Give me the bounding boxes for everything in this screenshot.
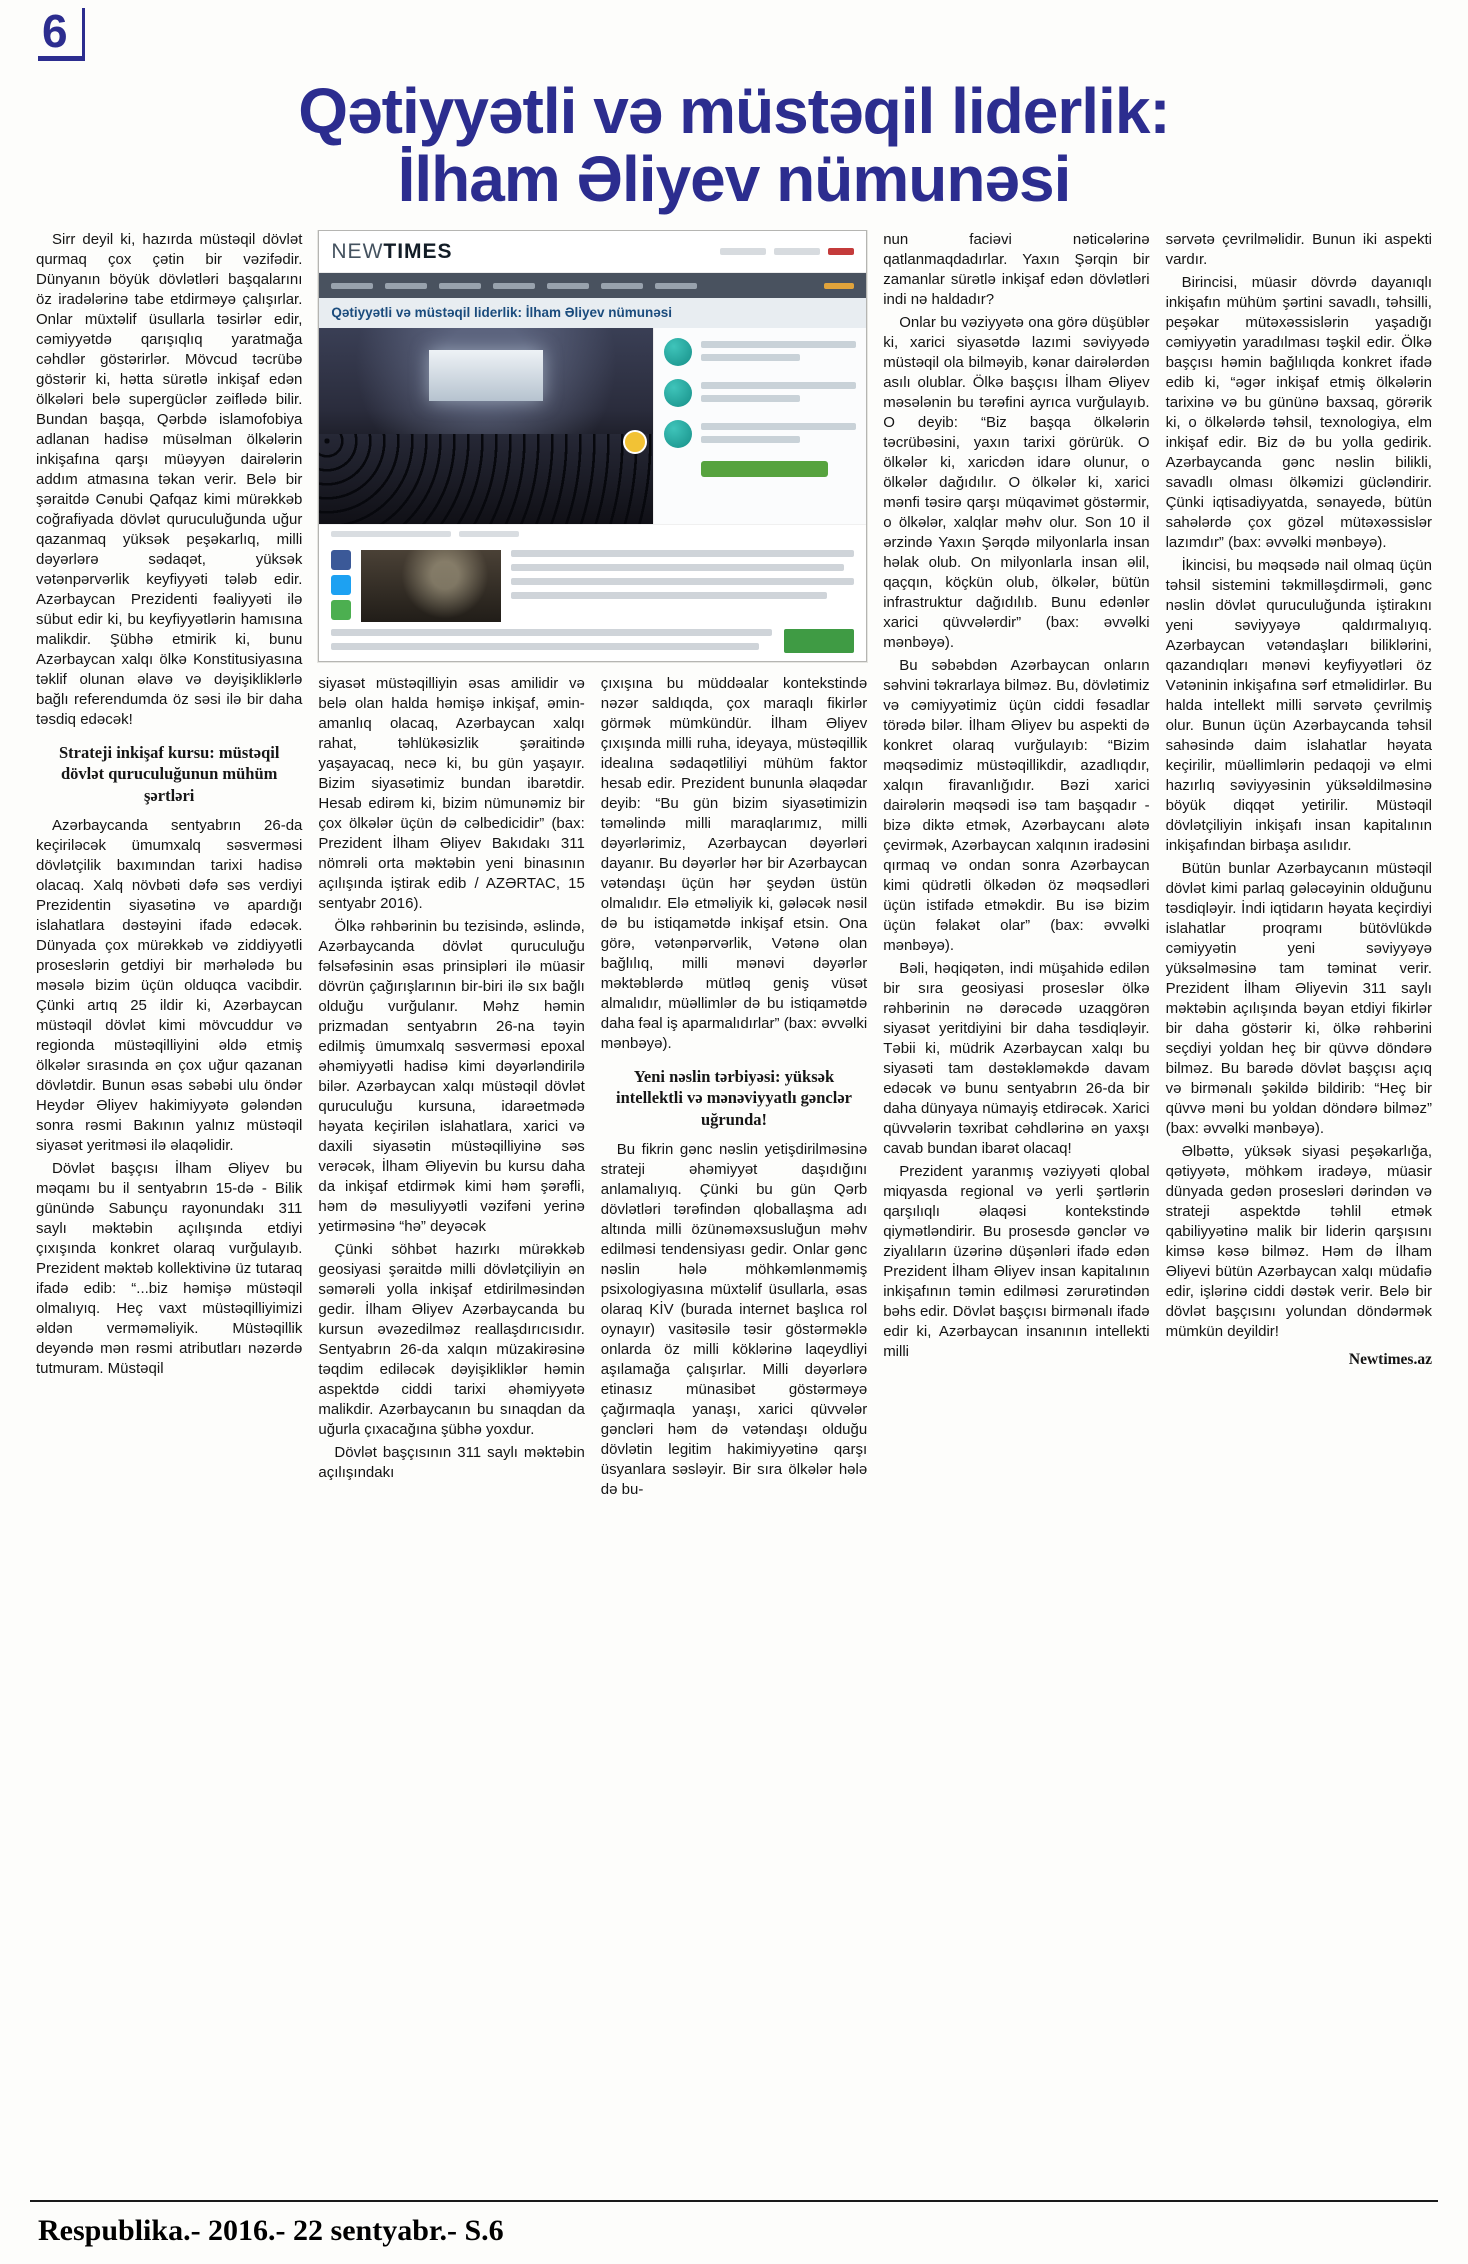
header-link-placeholder (720, 248, 766, 255)
site-navbar (319, 273, 866, 298)
nav-item-placeholder (331, 283, 373, 289)
article-body-placeholder (319, 542, 866, 627)
paragraph: çıxışına bu müddəalar kontekstində nəzər saldıqda, çox maraqlı fikirlər görmək mümkündür. İlham Əliyev çıxışında milli ruha, ideyaya, müstəqillik idealına sədaqətliliyi mühüm faktor hesab edir. Prezident bununla əlaqədar deyib: “Bu gün bizim siyasətimizin təməlində milli maraqlarımız, milli dəyərlərimiz, Azərbaycan dəyərləri dayanır. Bu dəyərlər hər bir Azərbaycan vətəndaşı üçün hər şeydən üstün olmalıdır. Elə etməliyik ki, gələcək nəsil də bu istiqamətdə inkişaf etsin. Ona görə, vətənpərvərlik, Vətənə olan bağlılıq, milli mənəvi dəyərlər məktəblərdə mütləq geniş vüsət almalıdır, müəllimlər də bu istiqamətdə daha fəal iş aparmalıdırlar” (bax: əvvəlki mənbəyə). (600, 675, 868, 1052)
paragraph: Azərbaycanda sentyabrın 26-da keçiriləcək ümumxalq səsverməsi dövlətçilik baxımından tarixi hadisə olacaq. Xalq növbəti dəfə səs verdiyi Prezidentin siyasətinə və apardığı islahatlara dəstəyini ifadə edəcək. Dünyada çox mürəkkəb və ziddiyyətli proseslərin getdiyi bir mərhələdə bu məsələ bizim üçün olduqca vacibdir. Çünki artıq 25 ildir ki, Azərbaycan müstəqil dövlət kimi mövcuddur və regionda müstəqilliyini əldə etmiş ölkələr sırasında ən çox uğur qazanan dövlətdir. Bunun əsas səbəbi ulu öndər Heydər Əliyev hakimiyyətə gələndən sonra rəsmi Bakının yalnız müstəqil siyasət yeritməsi ilə əlaqəlidir. (36, 817, 303, 1155)
sidebar-widget (664, 379, 856, 408)
masthead (0, 0, 1468, 230)
stage-screen (429, 350, 542, 401)
headline-line-1: Qətiyyətli və müstəqil liderlik: (298, 75, 1170, 147)
paragraph: Ölkə rəhbərinin bu tezisində, əslində, Azərbaycanda dövlət quruculuğu fəlsəfəsinin əsas prinsipləri ilə müasir dövrün çağırışlarının bir-biri ilə sıx bağlı olduğu vurğulanır. Məhz həmin prizmadan sentyabrın 26-na təyin edilmiş ümumxalq səsverməsi epoxal əhəmiyyətli hadisə kimi dəyərləndirilə bilər. Azərbaycan xalqı müstəqil dövlət quruculuğu kursuna, idarəetmədə həyata keçirilən islahatlara, xarici və daxili siyasətin müstəqilliyinə səs verəcək, İlham Əliyevin bu kursu daha da inkişaf etdirmək kimi həm şərəfli, həm də məsuliyyətli vəzifəni yerinə yetirməsinə “hə” deyəcək (318, 918, 585, 1235)
nav-item-placeholder (601, 283, 643, 289)
banner-placeholder (784, 629, 854, 653)
round-badge-icon (623, 430, 647, 454)
paragraph: Dövlət başçısının 311 saylı məktəbin açılışındakı (318, 1444, 585, 1481)
article-headline (0, 75, 1468, 215)
section-subheading: Yeni nəslin tərbiyəsi: yüksək intellektli və mənəviyyatlı gənclər uğrunda! (616, 1067, 852, 1129)
nav-item-placeholder (439, 283, 481, 289)
paragraph: Sirr deyil ki, hazırda müstəqil dövlət qurmaq çox çətin bir vəzifədir. Dünyanın böyük dövlətləri başqalarını öz iradələrinə tabe etdirməyə çalışırlar. Onlar müxtəlif üsullarla təsirlər edir, cəmiyyətdə qarışıqlıq yaratmağa cəhdlər göstərirlər. Mövcud təcrübə göstərir ki, hətta sürətlə inkişaf edən ölkələri belə supergüclər zəiflədə bilir. Bundan başqa, Qərbdə islamofobiya adlanan hadisə müsəlman ölkələrin inkişafına qarşı müəyyən dairələrin addım atmasına təkan verir. Belə bir şəraitdə Cənubi Qafqaz kimi mürəkkəb coğrafiyada dövlət quruculuğunda uğur qazanmaq yüksək peşəkarlıq, milli dəyərlərə sədaqət, yüksək vətənpərvərlik keyfiyyəti tələb edir. Azərbaycan Prezidenti fəaliyyəti ilə sübut edir ki, bu keyfiyyətlərin hamısına malikdir. Şübhə etmirik ki, bunu Azərbaycan xalqı ölkə Konstitusiyasına təklif olunan əlavə və dəyişikliklərlə bağlı referendumda öz səsi ilə bir daha təsdiq edəcək! (36, 231, 303, 728)
paragraph: siyasət müstəqilliyin əsas amilidir və belə olan halda həmişə inkişaf, əmin-amanlıq olacaq, Azərbaycan xalqı rahat, təhlükəsizlik şəraitində yaşayacaq, necə ki, bu gün yaşayır. Bizim siyasətimiz bundan ibarətdir. Hesab edirəm ki, bizim nümunəmiz bir çox ölkələr üçün də cəlbedicidir” (bax: Prezident İlham Əliyev Bakıdakı 311 nömrəli orta məktəbin yeni binasının açılışında iştirak edib / AZƏRTAC, 15 sentyabr 2016). (318, 675, 585, 912)
paragraph: sərvətə çevrilməlidir. Bunun iki aspekti vardır. (1165, 231, 1432, 268)
columns-2-3 (318, 230, 867, 2130)
paragraph: İkincisi, bu məqsədə nail olmaq üçün təhsil sistemini təkmilləşdirməli, gənc nəslin dövlət quruculuğunda iştirakını yeni səviyyəyə qaldırmalıyıq. Azərbaycan vətəndaşları biliklərini, qazandıqları mənəvi keyfiyyətləri öz Vətəninin inkişafına sərf etməlidirlər. Bu halda intellekt milli sərvətə çevrilmiş olur. Bunun üçün Azərbaycanda təhsil sahəsində daim islahatlar həyata keçirilir, müəllimlərin pedaqoji və elmi hazırlıq səviyyəsinin yüksəldilməsinə böyük diqqət yetirilir. Müstəqil dövlətçiliyin inkişafı insan kapitalının inkişafından birbaşa asılıdır. (1165, 557, 1432, 854)
screenshot-footer (319, 627, 866, 662)
logo-text-prefix: NEW (331, 239, 384, 263)
conference-hall-photo (319, 328, 653, 524)
paragraph: Onlar bu vəziyyətə ona görə düşüblər ki, xarici siyasətdə lazımi səviyyədə müstəqil ola bilməyib, kənar dairələrdən asılı olublar. Ölkə başçısı İlham Əliyev məsələnin bu tərəfini ayrıca vurğulayıb. O deyib: “Biz başqa ölkələrin təcrübəsini, yaxın tarixi görürük. O ölkələr ki, xaricdən idarə olunur, o ölkələr dağıdılır. O ölkələr ki, xarici mənfi təsirə qarşı müqavimət göstərmir, o ölkələr, xalqlar məhv olur. Son 10 il ərzində Yaxın Şərqdə milyonlarla insan həlak olub. On milyonlarla insan əlil, qaçqın, köçkün olub, ölkələr, bütün infrastruktur dağıdılıb. Bunu edənlər xarici qüvvələrdir” (bax: əvvəlki mənbəyə). (883, 314, 1150, 651)
paragraph: Əlbəttə, yüksək siyasi peşəkarlığa, qətiyyətə, möhkəm iradəyə, müasir dünyada gedən prosesləri dərindən və strateji aspektdə təhlil etmək qabiliyyətinə malik bir liderin qarşısını kimsə kəsə bilməz. Həm də İlham Əliyevi bütün Azərbaycan xalqı müdafiə edir, işlərinə ciddi dəstək verir. Belə bir dövlət başçısını yolundan döndərmək mümkün deyildir! (1165, 1143, 1432, 1340)
body-text-placeholder (331, 629, 772, 657)
citation-line: Respublika.- 2016.- 22 sentyabr.- S.6 (38, 2214, 504, 2247)
twitter-share-icon (331, 575, 351, 595)
nav-accent-placeholder (824, 283, 854, 289)
widget-icon (664, 420, 692, 448)
audience-area (319, 434, 653, 524)
article-columns (0, 230, 1468, 2130)
widget-text-placeholder (701, 420, 856, 449)
footer-rule (30, 2200, 1438, 2202)
header-links-placeholder (720, 248, 854, 255)
paragraph: Bu səbəbdən Azərbaycan onların səhvini təkrarlaya bilməz. Bu, dövlətimiz və cəmiyyətimiz üçün ciddi fəsadlar törədə bilər. İlham Əliyev bu aspekti də konkret olaraq vurğulayıb: “Bizim məqsədimiz müstəqillikdir, azadlıqdır, xalqın firavanlığıdır. Bəzi xarici dairələrin məqsədi isə tam başqadır - bizə diktə etmək, Azərbaycanı alətə çevirmək, Azərbaycan xalqının iradəsini qırmaq və ondan sonra Azərbaycan kimi qüdrətli ölkədən öz məqsədləri üçün istifadə etməkdir. Bu isə bizim üçün fəlakət olar” (bax: əvvəlki mənbəyə). (883, 657, 1150, 954)
sidebar-widgets (653, 328, 866, 524)
paragraph: Bütün bunlar Azərbaycanın müstəqil dövlət kimi parlaq gələcəyinin olduğunu təsdiqləyir. İndi iqtidarın həyata keçirdiyi islahatlar proqramı bütövlükdə cəmiyyətin yeni səviyyəyə yüksəlməsinə tam təminat verir. Prezident İlham Əliyevin 311 saylı məktəbin açılışında bəyan etdiyi fikirlər bir daha göstərir ki, ölkə rəhbərini seçdiyi yoldan heç bir qüvvə döndərə bilməz. Bu barədə dövlət başçısı açıq və birmənalı şəkildə bildirib: “Heç bir qüvvə məni bu yoldan döndərə bilməz” (bax: əvvəlki mənbəyə). (1165, 860, 1432, 1137)
nav-item-placeholder (493, 283, 535, 289)
paragraph: Çünki söhbət hazırkı mürəkkəb geosiyasi şəraitdə milli dövlətçiliyin ən səmərəli yolla inkişaf etdirilməsindən gedir. İlham Əliyev Azərbaycanda bu kursun əvəzedilməz reallaşdırıcısıdır. Sentyabrın 26-da xalqın müzakirəsinə təqdim ediləcək dəyişikliklər həmin aspektdə ciddi tarixi əhəmiyyətə malikdir. Azərbaycanın bu sınaqdan da uğurla çıxacağına şübhə yoxdur. (318, 1241, 585, 1438)
column-2 (318, 674, 584, 1503)
paragraph: Bəli, həqiqətən, indi müşahidə edilən bir sıra geosiyasi proseslər ölkə rəhbərinin nə dərəcədə uzaqgörən siyasət yeritdiyini bir daha təsdiqləyir. Təbii ki, müdrik Azərbaycan xalqı bu siyasəti tam dəstəkləməkdə davam edəcək və bunu sentyabrın 26-da bir daha dünyaya nümayiş etdirəcək. Xarici qüvvələrin təxribat cəhdlərinə ən yaxşı cavab bundan ibarət olacaq! (883, 960, 1150, 1157)
whatsapp-share-icon (331, 600, 351, 620)
meta-placeholder (459, 531, 519, 537)
header-accent-placeholder (828, 248, 854, 255)
logo-text-suffix: TIMES (383, 239, 453, 263)
site-header (319, 231, 866, 273)
section-subheading: Strateji inkişaf kursu: müstəqil dövlət quruculuğunun mühüm şərtləri (58, 743, 280, 805)
nav-item-placeholder (547, 283, 589, 289)
facebook-share-icon (331, 550, 351, 570)
sidebar-widget (664, 338, 856, 367)
widget-icon (664, 338, 692, 366)
nav-item-placeholder (385, 283, 427, 289)
newtimes-logo (331, 239, 453, 263)
body-text-placeholder (511, 550, 854, 623)
column-1 (36, 230, 302, 2130)
paragraph: Prezident yaranmış vəziyyəti qlobal miqyasda regional və yerli şərtlərin qarşılıqlı əlaqəsi kontekstində qiymətləndirir. Bu prosesdə gənclər və ziyalıların üzərinə düşənləri ifadə edən Prezident İlham Əliyev insan kapitalının inkişafının təmin edilməsi zərurətindən bəhs edir. Dövlət başçısı birmənalı ifadə edir ki, Azərbaycan insanının intellekti milli (883, 1163, 1150, 1360)
nav-item-placeholder (655, 283, 697, 289)
paragraph: Bu fikrin gənc nəslin yetişdirilməsinə strateji əhəmiyyət daşıdığını anlamalıyıq. Çünki bu gün Qərb dövlətləri tərəfindən qloballaşma adı altında milli özünəməxsusluğun məhv edilməsi tendensiyası gedir. Onlar gənc nəslin hələ möhkəmlənməmiş psixologiyasına müxtəlif üsullarla, əsas olaraq KİV (burada internet başlıca rol oynayır) vasitəsilə təsir göstərməklə onlarda öz milli köklərinə laqeydliyi aşılamağa çalışırlar. Milli dəyərlərə etinasız münasibət göstərməyə çağırmaqla yanaşı, xarici qüvvələr gəncləri həm də vətəndaşı olduğu dövlətin legitim hakimiyyətinə qarşı üsyanlara səsləyir. Bir sıra ölkələr hələ də bu- (600, 1141, 868, 1499)
screenshot-article-title: Qətiyyətli və müstəqil liderlik: İlham Əliyev nümunəsi (319, 298, 866, 328)
source-attribution: Newtimes.az (1348, 1351, 1432, 1368)
column-4 (883, 230, 1149, 2130)
screenshot-content (319, 328, 866, 524)
header-link-placeholder (774, 248, 820, 255)
sidebar-button-placeholder (701, 461, 828, 477)
column-5 (1166, 230, 1432, 2130)
widget-icon (664, 379, 692, 407)
article-meta-placeholder (319, 524, 866, 542)
page-footer (0, 2200, 1468, 2248)
paragraph: nun faciəvi nəticələrinə qatlanmaqdadırlar. Yaxın Şərqin bir zamanlar sürətlə inkişaf edən dövlətləri indi nə haldadır? (883, 231, 1150, 308)
embedded-website-screenshot (318, 230, 867, 662)
paragraph: Dövlət başçısı İlham Əliyev bu məqamı bu il sentyabrın 15-də - Bilik günündə Sabunçu rayonundakı 311 saylı məktəbin açılışında etdiyi çıxışında konkret olaraq vurğulayıb. Prezident məktəb kollektivinə üz tutaraq ifadə edib: “...biz həmişə müstəqil olmalıyıq. Heç vaxt müstəqilliyimizi əldən verməməliyik. Müstəqillik deyəndə mən rəsmi atributları nəzərdə tutmuram. Müstəqil (36, 1160, 303, 1378)
sidebar-widget (664, 420, 856, 449)
column-3 (601, 674, 867, 1503)
page-number: 6 (38, 8, 85, 61)
share-buttons (331, 550, 351, 623)
widget-text-placeholder (701, 338, 856, 367)
date-placeholder (331, 531, 451, 537)
podium-photo (361, 550, 501, 622)
headline-line-2: İlham Əliyev nümunəsi (397, 142, 1071, 215)
paragraph: Birincisi, müasir dövrdə dayanıqlı inkişafın mühüm şərtini savadlı, təhsilli, peşəkar mütəxəssislərin yaşadığı cəmiyyətin yaradılması təşkil edir. Ölkə başçısı həmin bağlılıqda konkret ifadə edib ki, “əgər inkişaf etmiş ölkələrin tarixinə və bu gününə baxsaq, görərik ki, o ölkələrdə təhsil, texnologiya, elm inkişaf edir. Biz də bu yolla gedirik. Azərbaycanda gənc nəslin bilikli, savadlı olması ölkəmizi gücləndirir. Çünki iqtisadiyyatda, sənayedə, bütün sahələrdə çox gözəl mütəxəssislər lazımdır” (bax: əvvəlki mənbəyə). (1165, 274, 1432, 551)
widget-text-placeholder (701, 379, 856, 408)
